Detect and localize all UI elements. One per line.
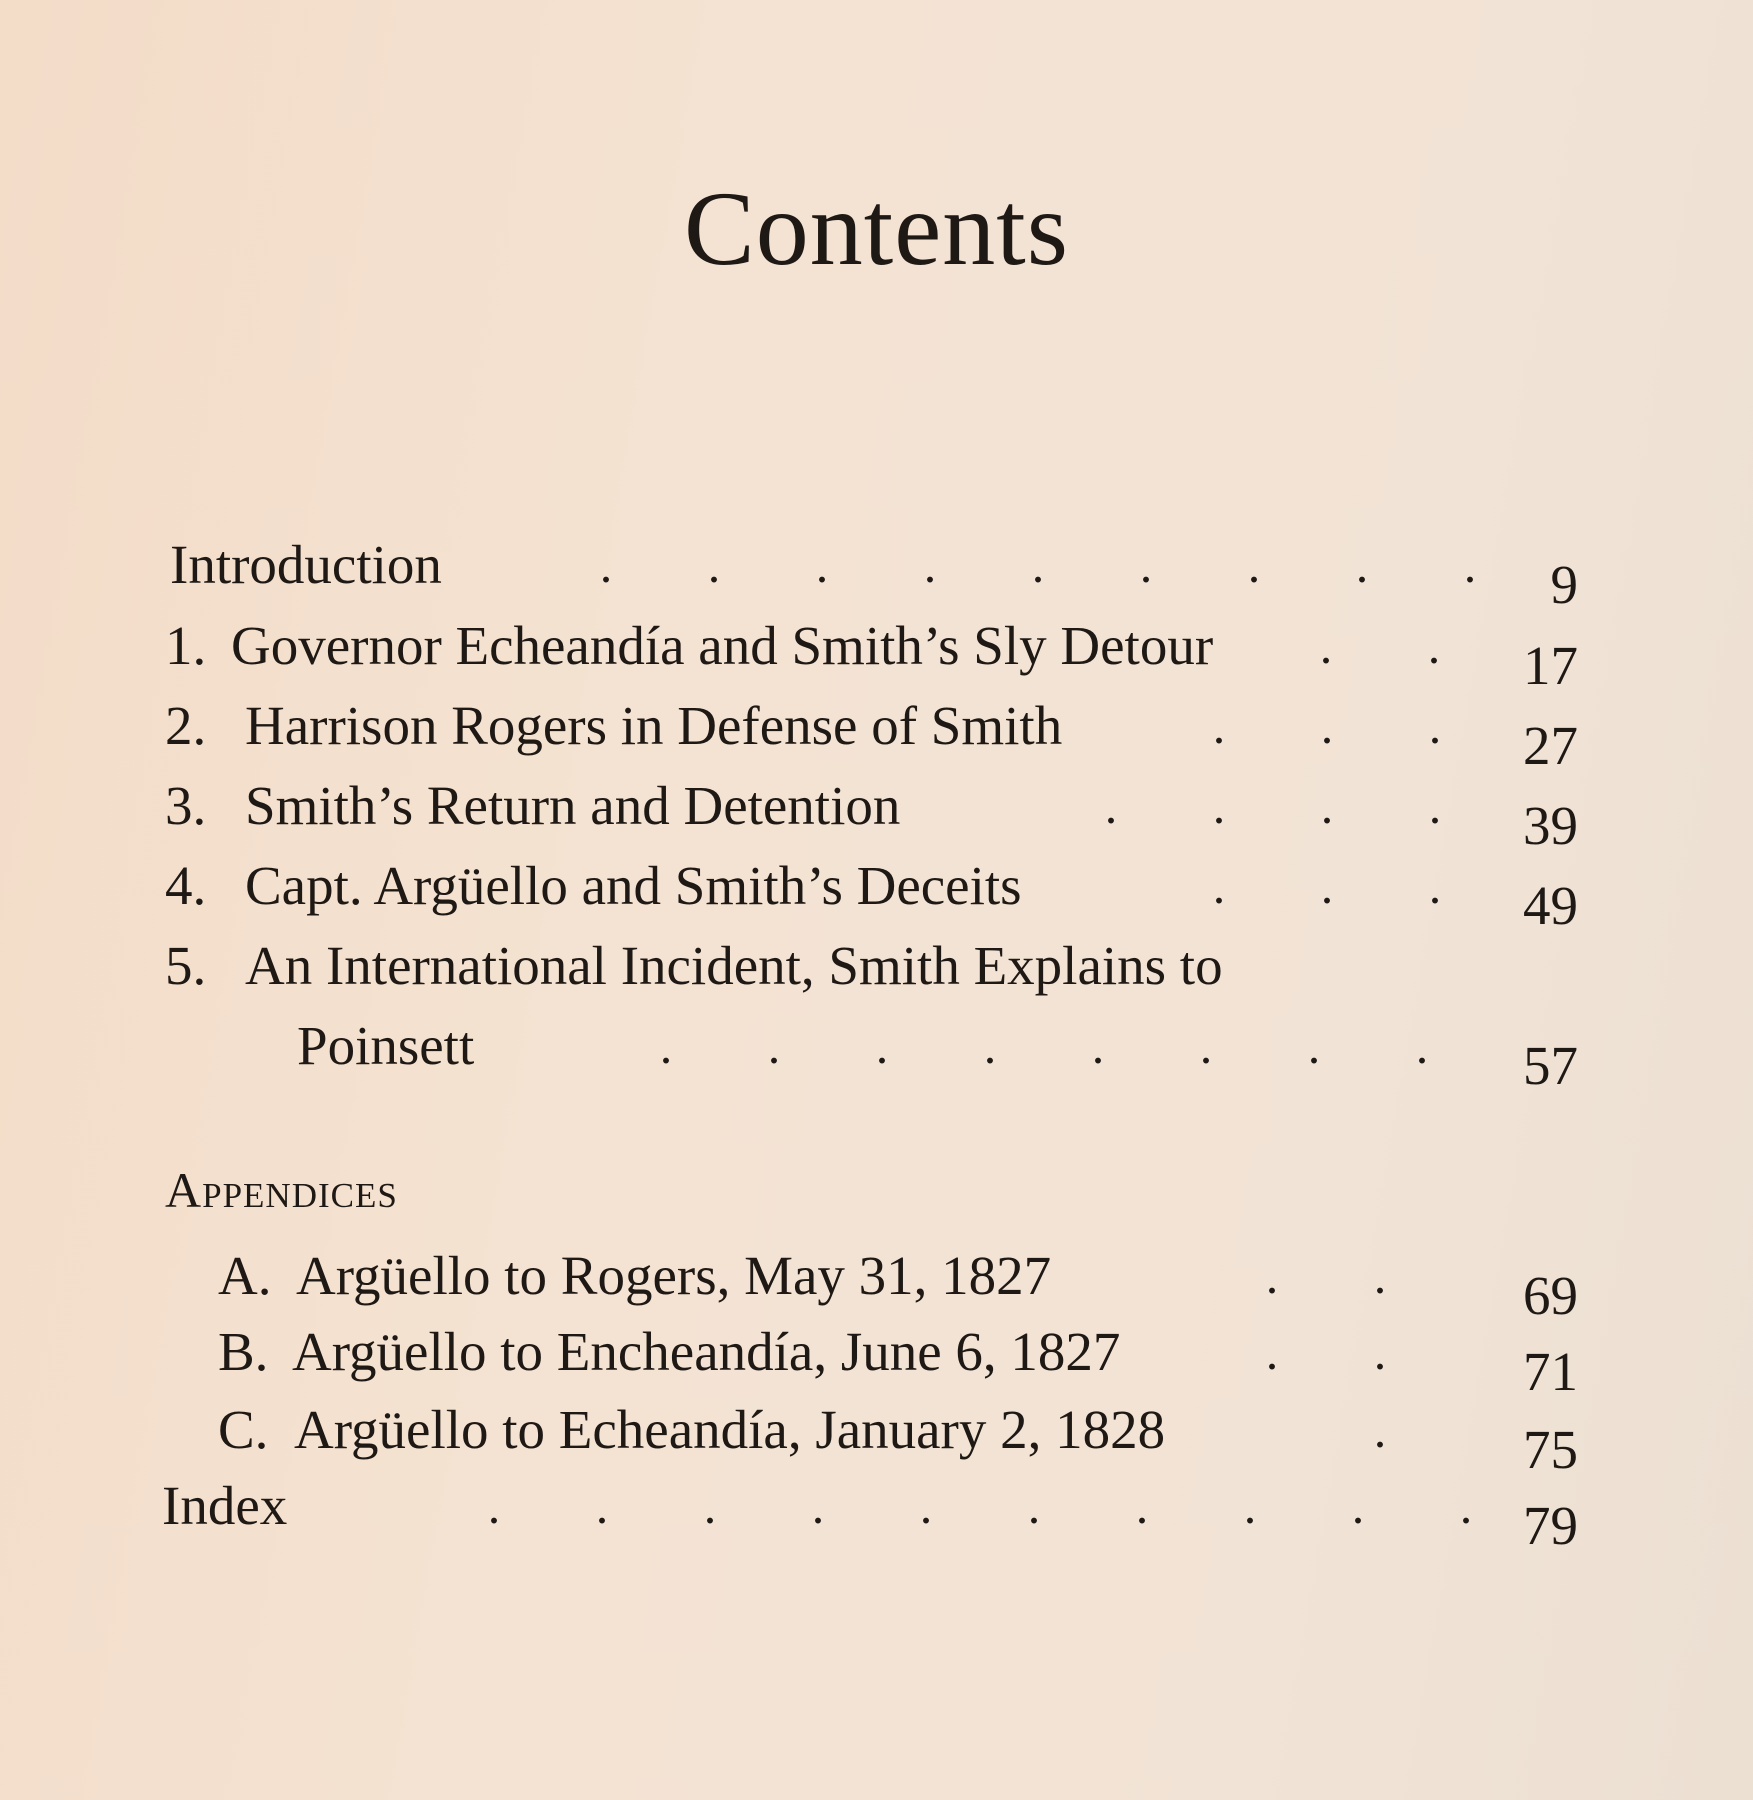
toc-entry-title: Harrison Rogers in Defense of Smith: [245, 695, 1063, 756]
toc-page-number: 79: [1523, 1495, 1578, 1556]
dot-leader: . .: [1265, 1324, 1387, 1380]
toc-entry-appendix-c[interactable]: [218, 1390, 1588, 1470]
toc-entry-title: Index: [162, 1475, 288, 1536]
toc-entry-chapter-4[interactable]: [165, 846, 1585, 926]
dot-leader: . . .: [1212, 858, 1442, 914]
toc-entry-chapter-1[interactable]: [165, 606, 1585, 686]
toc-entry-title: An International Incident, Smith Explains to: [245, 935, 1223, 996]
appendix-letter: A.: [218, 1245, 272, 1306]
chapter-number: 3.: [165, 775, 207, 836]
toc-entry-chapter-2[interactable]: [165, 686, 1585, 766]
toc-entry-chapter-3[interactable]: [165, 766, 1585, 846]
toc-entry-index[interactable]: [162, 1466, 1582, 1546]
toc-entry-title: Introduction: [170, 534, 442, 595]
chapter-number: 2.: [165, 695, 207, 756]
toc-page-number: 27: [1523, 715, 1578, 776]
toc-page-number: 75: [1523, 1419, 1578, 1480]
toc-entry-introduction[interactable]: [170, 525, 1590, 605]
dot-leader: .: [1373, 1402, 1387, 1458]
toc-entry-title: Smith’s Return and Detention: [245, 775, 901, 836]
toc-page-number: 17: [1523, 635, 1578, 696]
dot-leader: . . . . . . . . . .: [487, 1478, 1473, 1534]
toc-entry-title: Capt. Argüello and Smith’s Deceits: [245, 855, 1022, 916]
toc-page-number: 71: [1523, 1341, 1578, 1402]
toc-page-number: 9: [1550, 554, 1578, 615]
chapter-number: 4.: [165, 855, 207, 916]
toc-entry-title: Argüello to Echeandía, January 2, 1828: [294, 1399, 1166, 1460]
appendices-heading: Appendices: [165, 1162, 398, 1218]
dot-leader: . .: [1265, 1248, 1387, 1304]
toc-entry-title: Governor Echeandía and Smith’s Sly Detour: [231, 615, 1214, 676]
toc-entry-title: Argüello to Encheandía, June 6, 1827: [292, 1321, 1121, 1382]
appendix-letter: B.: [218, 1321, 269, 1382]
toc-entry-appendix-b[interactable]: [218, 1312, 1588, 1392]
dot-leader: . . . .: [1104, 778, 1442, 834]
appendix-letter: C.: [218, 1399, 269, 1460]
dot-leader: . .: [1319, 618, 1441, 674]
toc-entry-chapter-5[interactable]: [165, 926, 1585, 1006]
toc-page-number: 39: [1523, 795, 1578, 856]
dot-leader: . . . . . . . . .: [599, 537, 1477, 593]
chapter-number: 5.: [165, 935, 207, 996]
toc-entry-appendix-a[interactable]: [218, 1236, 1588, 1316]
toc-page-number: 57: [1523, 1035, 1578, 1096]
toc-entry-title-continued: Poinsett: [297, 1015, 475, 1076]
dot-leader: . . .: [1212, 698, 1442, 754]
chapter-number: 1.: [165, 615, 207, 676]
toc-entry-chapter-5-continued[interactable]: [165, 1006, 1585, 1086]
dot-leader: . . . . . . . .: [659, 1018, 1429, 1074]
page-title: Contents: [684, 170, 1069, 287]
toc-entry-title: Argüello to Rogers, May 31, 1827: [296, 1245, 1052, 1306]
toc-page-number: 69: [1523, 1265, 1578, 1326]
toc-page-number: 49: [1523, 875, 1578, 936]
